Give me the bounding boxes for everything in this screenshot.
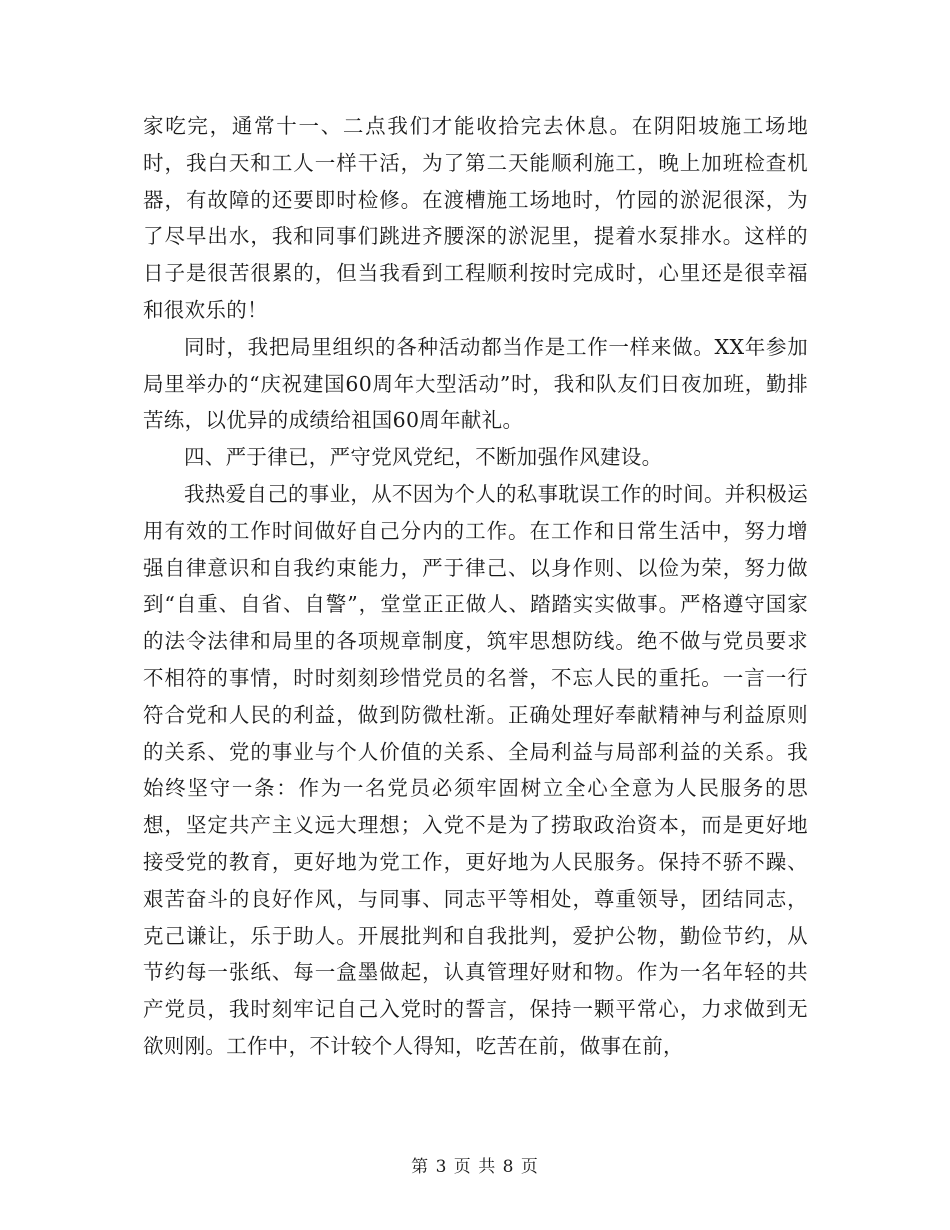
document-body bbox=[143, 108, 808, 1065]
page-number-footer: 第 3 页 共 8 页 bbox=[411, 1157, 539, 1177]
paragraph-self-discipline: 我热爱自己的事业，从不因为个人的私事耽误工作的时间。并积极运用有效的工作时间做好自己分内的工作。在工作和日常生活中，努力增强自律意识和自我约束能力，严于律己、以身作则、以俭为荣，努力做到“自重、自省、自警”，堂堂正正做人、踏踏实实做事。严格遵守国家的法令法律和局里的各项规章制度，筑牢思想防线。绝不做与党员要求不相符的事情，时时刻刻珍惜党员的名誉，不忘人民的重托。一言一行符合党和人民的利益，做到防微杜渐。正确处理好奉献精神与利益原则的关系、党的事业与个人价值的关系、全局利益与局部利益的关系。我始终坚守一条：作为一名党员必须牢固树立全心全意为人民服务的思想，坚定共产主义远大理想；入党不是为了捞取政治资本，而是更好地接受党的教育，更好地为党工作，更好地为人民服务。保持不骄不躁、艰苦奋斗的良好作风，与同事、同志平等相处，尊重领导，团结同志，克己谦让，乐于助人。开展批判和自我批判，爱护公物，勤俭节约，从节约每一张纸、每一盒墨做起，认真管理好财和物。作为一名年轻的共产党员，我时刻牢记自己入党时的誓言，保持一颗平常心，力求做到无欲则刚。工作中，不计较个人得知，吃苦在前，做事在前， bbox=[143, 481, 808, 1058]
paragraph-continuation: 家吃完，通常十一、二点我们才能收拾完去休息。在阴阳坡施工场地时，我白天和工人一样干活，为了第二天能顺利施工，晚上加班检查机器，有故障的还要即时检修。在渡槽施工场地时，竹园的淤泥很深，为了尽早出水，我和同事们跳进齐腰深的淤泥里，提着水泵排水。这样的日子是很苦很累的，但当我看到工程顺利按时完成时，心里还是很幸福和很欢乐的！ bbox=[143, 114, 808, 322]
paragraph-activities: 同时，我把局里组织的各种活动都当作是工作一样来做。XX年参加局里举办的“庆祝建国60周年大型活动”时，我和队友们日夜加班，勤排苦练，以优异的成绩给祖国60周年献礼。 bbox=[143, 334, 808, 433]
section-heading-discipline: 四、严于律已，严守党风党纪，不断加强作风建设。 bbox=[184, 445, 663, 470]
